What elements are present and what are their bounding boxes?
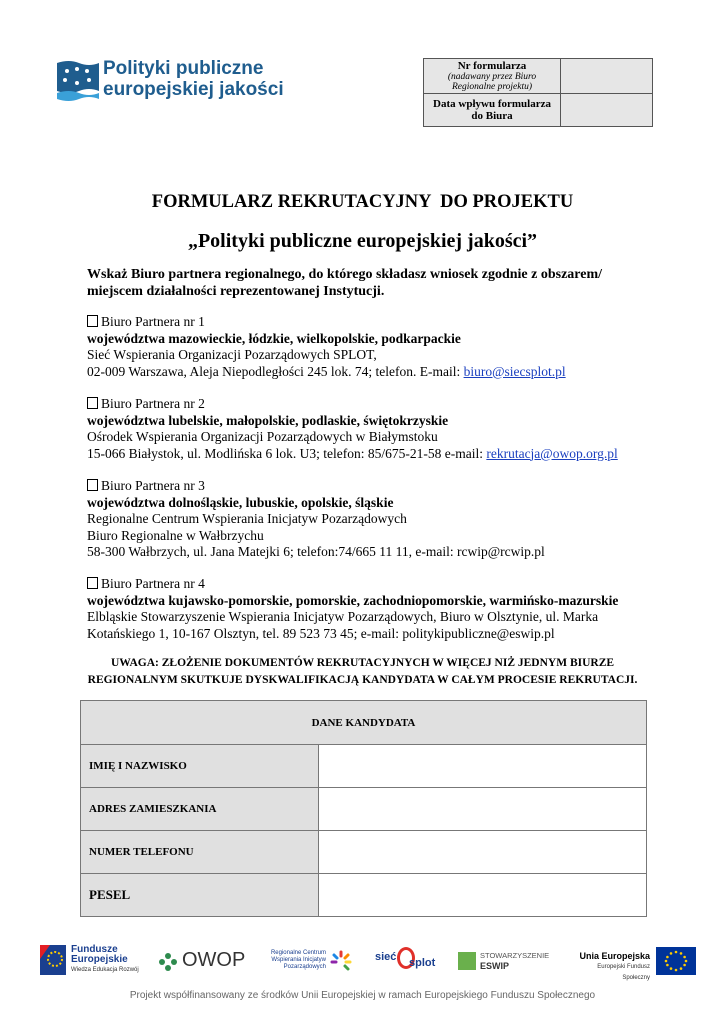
checkbox-icon[interactable] [87,577,98,589]
eu-flag-icon [656,947,696,975]
office-address: 58-300 Wałbrzych, ul. Jana Matejki 6; telefon:74/665 11 11, e-mail: rcwip@rcwip.pl [87,544,545,559]
name-input[interactable] [319,745,647,788]
receipt-date-field[interactable] [561,94,653,127]
eu-line-2: Europejski Fundusz Społeczny [597,964,650,981]
eu-line-1: Unia Europejska [579,951,650,961]
owop-icon [158,952,178,972]
fe-line-3: Wiedza Edukacja Rozwój [71,967,139,973]
rcwip-line-1: Regionalne Centrum [270,950,326,956]
warning-note [60,655,665,689]
splot-logo [375,943,440,979]
eswip-line-1: STOWARZYSZENIE [480,951,550,960]
pesel-input[interactable] [319,874,647,917]
address-input[interactable] [319,788,647,831]
flag-stars-icon [55,57,101,103]
office-option-1[interactable] [87,314,667,380]
office-email-link[interactable]: rekrutacja@owop.org.pl [486,445,618,461]
eswip-line-2: ESWIP [480,961,510,971]
candidate-table-header: DANE KANDYDATA [81,701,647,745]
form-number-field[interactable] [561,59,653,94]
office-option-3[interactable] [87,478,667,561]
form-number-note: (nadawany przez Biuro Regionalne projektu) [447,72,537,92]
project-name: „Polityki publiczne europejskiej jakości” [187,230,538,252]
splot-text-b: splot [409,957,436,969]
form-title: FORMULARZ REKRUTACYJNY DO PROJEKTU [151,192,574,212]
field-label-address: ADRES ZAMIESZKANIA [81,788,319,831]
office-option-2[interactable] [87,396,667,462]
field-label-pesel: PESEL [81,874,319,917]
office-regions: województwa dolnośląskie, lubuskie, opolskie, śląskie [87,494,394,510]
field-label-phone: NUMER TELEFONU [81,831,319,874]
fe-line-2: Europejskie [71,954,128,965]
candidate-table [80,700,647,917]
office-regions: województwa lubelskie, małopolskie, podlaskie, świętokrzyskie [87,412,449,428]
form-number-label-cell [424,59,561,94]
eswip-square-icon [458,952,476,970]
form-number-label: Nr formularza [457,60,527,72]
owop-logo [158,943,253,979]
office-address: Kotańskiego 1, 10-167 Olsztyn, tel. 89 523 73 45; e-mail: politykipubliczne@eswip.pl [87,625,555,641]
office-label: Biuro Partnera nr 4 [101,576,205,591]
office-org: Elbląskie Stowarzyszenie Wspierania Inicjatyw Pozarządowych, Biuro w Olsztynie, ul. Marka [87,609,599,624]
fe-logo [40,943,150,979]
receipt-date-label: Data wpływu formularza do Biura [424,94,561,127]
logo-line-2: europejskiej jakości [103,79,284,100]
rcwip-line-3: Pozarządowych [283,964,326,970]
owop-text: OWOP [182,949,246,971]
field-label-name: IMIĘ I NAZWISKO [81,745,319,788]
office-option-4[interactable] [87,576,667,642]
fe-icon [40,945,66,975]
rcwip-sun-icon [329,949,353,973]
office-org-branch: Biuro Regionalne w Wałbrzychu [87,527,264,543]
checkbox-icon[interactable] [87,479,98,491]
eswip-logo [458,943,553,979]
funding-note: Projekt współfinansowany ze środków Unii Europejskiej w ramach Europejskiego Funduszu Społecznego [129,990,596,1001]
office-label: Biuro Partnera nr 1 [101,314,205,329]
office-regions: województwa kujawsko-pomorskie, pomorskie, zachodniopomorskie, warmińsko-mazurskie [87,592,619,608]
rcwip-line-2: Wspierania Inicjatyw [271,957,326,963]
footer-logos [40,943,700,979]
warning-line-2: REGIONALNYM SKUTKUJE DYSKWALIFIKACJĄ KANDYDATA W CAŁYM PROCESIE REKRUTACJI. [87,674,638,686]
office-label: Biuro Partnera nr 3 [101,478,205,493]
office-org: Ośrodek Wspierania Organizacji Pozarządowych w Białymstoku [87,429,438,444]
logo-line-1: Polityki publiczne [103,58,264,79]
warning-line-1: UWAGA: ZŁOŻENIE DOKUMENTÓW REKRUTACYJNYCH W WIĘCEJ NIŻ JEDNYM BIURZE [110,657,615,669]
office-org: Regionalne Centrum Wspierania Inicjatyw Pozarządowych [87,511,407,526]
checkbox-icon[interactable] [87,397,98,409]
office-email-link[interactable]: biuro@siecsplot.pl [463,363,566,379]
rcwip-logo [268,943,358,979]
office-label: Biuro Partnera nr 2 [101,396,205,411]
office-regions: województwa mazowieckie, łódzkie, wielkopolskie, podkarpackie [87,330,461,346]
office-address: 15-066 Białystok, ul. Modlińska 6 lok. U3; telefon: 85/675-21-58 e-mail: [87,445,487,461]
office-org: Sieć Wspierania Organizacji Pozarządowych SPLOT, [87,347,377,362]
splot-text-a: sieć [375,951,397,963]
office-instruction: Wskaż Biuro partnera regionalnego, do którego składasz wniosek zgodnie z obszarem/ miejscem działalności reprezentowanej Instytucji. [87,267,603,299]
logo-text [103,58,284,100]
fe-line-1: Fundusze [71,944,118,955]
form-registry-box [423,58,653,127]
office-address: 02-009 Warszawa, Aleja Niepodległości 245 lok. 74; telefon. E-mail: [87,363,464,379]
phone-input[interactable] [319,831,647,874]
eu-logo [568,943,698,979]
checkbox-icon[interactable] [87,315,98,327]
